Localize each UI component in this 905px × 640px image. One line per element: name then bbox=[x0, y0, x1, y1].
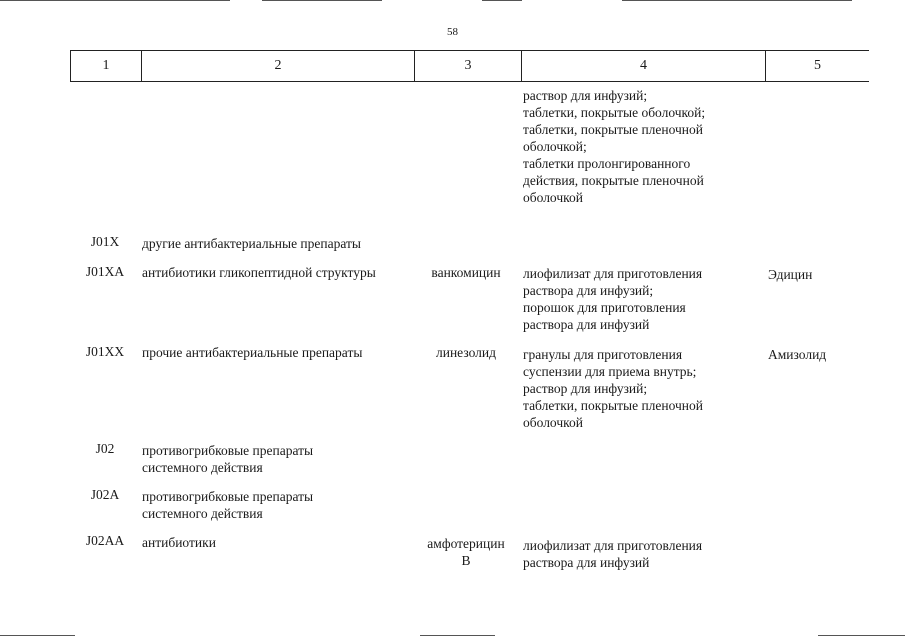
inn-name: ванкомицин bbox=[431, 265, 501, 280]
page-number: 58 bbox=[447, 26, 458, 38]
header-col-3: 3 bbox=[464, 58, 472, 73]
dosage-forms: лиофилизат для приготовления раствора для инфузий; порошок для приготовления раствора для инфузий bbox=[523, 266, 703, 332]
trade-name: Эдицин bbox=[768, 267, 813, 282]
scan-edge-line bbox=[482, 0, 522, 1]
inn-name: линезолид bbox=[436, 345, 496, 360]
header-col-1: 1 bbox=[102, 58, 110, 73]
atc-code: J02AA bbox=[85, 533, 125, 548]
continuation-forms: раствор для инфузий; таблетки, покрытые оболочкой; таблетки, покрытые пленочной оболочкой; таблетки пролонгированного действия, покрытые пленочной оболочкой bbox=[523, 88, 706, 205]
dosage-forms: гранулы для приготовления суспензии для приема внутрь; раствор для инфузий; таблетки, покрытые пленочной оболочкой bbox=[523, 347, 704, 430]
group-name: противогрибковые препараты системного действия bbox=[142, 489, 314, 521]
group-name: антибиотики bbox=[142, 535, 216, 550]
scan-edge-line bbox=[0, 0, 230, 1]
scan-edge-line bbox=[818, 635, 905, 636]
atc-code: J02 bbox=[95, 441, 115, 456]
header-col-5: 5 bbox=[814, 58, 821, 73]
atc-code: J01XA bbox=[85, 264, 125, 279]
group-name: противогрибковые препараты системного действия bbox=[142, 443, 314, 475]
atc-code: J02A bbox=[90, 487, 120, 502]
group-name: другие антибактериальные препараты bbox=[142, 236, 361, 251]
atc-code: J01X bbox=[90, 234, 120, 249]
scan-edge-line bbox=[0, 635, 75, 636]
group-name: прочие антибактериальные препараты bbox=[142, 345, 363, 360]
group-name: антибиотики гликопептидной структуры bbox=[142, 265, 376, 280]
atc-code: J01XX bbox=[85, 344, 125, 359]
trade-name: Амизолид bbox=[768, 347, 827, 362]
scan-edge-line bbox=[622, 0, 852, 1]
table-header bbox=[70, 50, 869, 82]
header-col-4: 4 bbox=[640, 58, 647, 73]
inn-name: амфотерицин В bbox=[427, 536, 505, 568]
scan-edge-line bbox=[262, 0, 382, 1]
scan-edge-line bbox=[420, 635, 495, 636]
dosage-forms: лиофилизат для приготовления раствора для инфузий bbox=[523, 538, 703, 570]
header-col-2: 2 bbox=[274, 58, 282, 73]
